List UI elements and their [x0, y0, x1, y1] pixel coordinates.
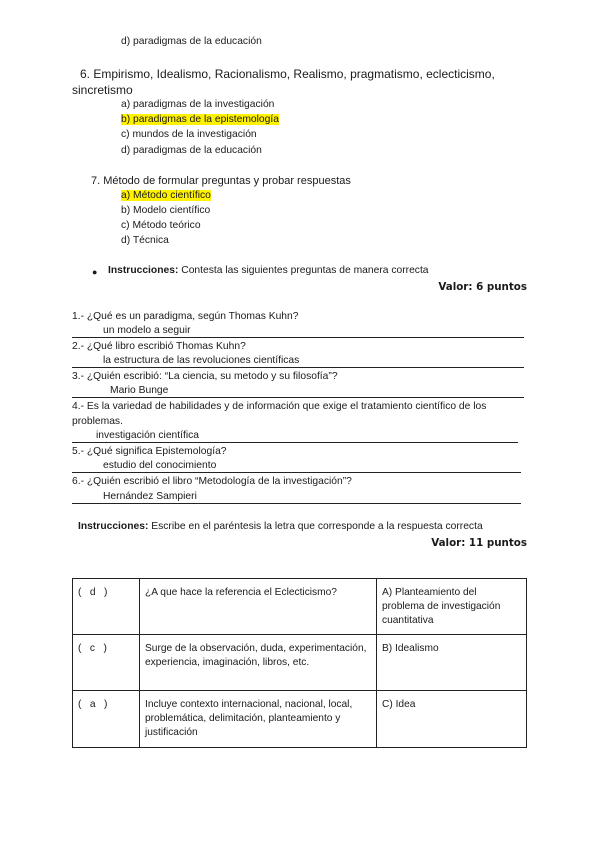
answer-line-4 — [72, 442, 518, 443]
option-cell: A) Planteamiento del problema de investigación cuantitativa — [377, 579, 527, 635]
sa-answer-1: un modelo a seguir — [103, 325, 191, 336]
section1-instructions — [108, 265, 429, 276]
question-cell: Surge de la observación, duda, experimentación, experiencia, imaginación, libros, etc. — [140, 635, 377, 691]
section1-valor: Valor: 6 puntos — [438, 281, 527, 293]
section2-instructions — [78, 521, 483, 532]
option-cell: B) Idealismo — [377, 635, 527, 691]
answer-line-1 — [72, 337, 524, 338]
sa-question-4-line2: problemas. — [72, 416, 123, 427]
section2-valor: Valor: 11 puntos — [431, 537, 527, 549]
matching-table — [72, 578, 527, 748]
answer-line-5 — [72, 472, 521, 473]
sa-answer-3: Mario Bunge — [110, 385, 169, 396]
q7-option-b: b) Modelo científico — [121, 205, 211, 216]
q6-question-line1: 6. Empirismo, Idealismo, Racionalismo, Realismo, pragmatismo, eclecticismo, — [80, 67, 495, 81]
sa-question-3: 3.- ¿Quién escribió: “La ciencia, su metodo y su filosofía”? — [72, 371, 338, 382]
bullet-icon: ● — [92, 267, 98, 277]
sa-answer-6: Hernández Sampieri — [103, 491, 197, 502]
q6-option-d: d) paradigmas de la educación — [121, 145, 262, 156]
answer-paren-cell: ( d ) — [73, 579, 140, 635]
sa-answer-4: investigación científica — [96, 430, 200, 441]
answer-line-3 — [72, 397, 524, 398]
section1-text: Contesta las siguientes preguntas de manera correcta — [181, 265, 429, 276]
sa-question-2: 2.- ¿Qué libro escribió Thomas Kuhn? — [72, 341, 246, 352]
q7-option-c: c) Método teórico — [121, 220, 201, 231]
sa-answer-5: estudio del conocimiento — [103, 460, 217, 471]
sa-question-5: 5.- ¿Qué significa Epistemología? — [72, 446, 227, 457]
section2-text: Escribe en el paréntesis la letra que corresponde a la respuesta correcta — [151, 521, 483, 532]
q7-option-d: d) Técnica — [121, 235, 169, 246]
sa-question-1: 1.- ¿Qué es un paradigma, según Thomas Kuhn? — [72, 311, 299, 322]
q6-option-a: a) paradigmas de la investigación — [121, 99, 275, 110]
option-cell: C) Idea — [377, 691, 527, 748]
q6-question-line2: sincretismo — [72, 83, 133, 97]
sa-question-4: 4.- Es la variedad de habilidades y de información que exige el tratamiento científico de los — [72, 401, 487, 412]
question-cell: Incluye contexto internacional, nacional, local, problemática, delimitación, planteamiento y justificación — [140, 691, 377, 748]
q5-option-d: d) paradigmas de la educación — [121, 36, 262, 47]
answer-paren-cell: ( c ) — [73, 635, 140, 691]
answer-line-6 — [72, 503, 521, 504]
table-row — [73, 635, 527, 691]
section2-label: Instrucciones: — [78, 521, 149, 532]
table-row — [73, 691, 527, 748]
section1-label: Instrucciones: — [108, 265, 179, 276]
answer-line-2 — [72, 367, 524, 368]
q6-option-b-highlighted: b) paradigmas de la epistemología — [121, 114, 279, 125]
table-row — [73, 579, 527, 635]
answer-paren-cell: ( a ) — [73, 691, 140, 748]
sa-question-6: 6.- ¿Quién escribió el libro “Metodología de la investigación”? — [72, 476, 352, 487]
q7-question: 7. Método de formular preguntas y probar respuestas — [91, 175, 351, 187]
sa-answer-2: la estructura de las revoluciones científicas — [103, 355, 300, 366]
question-cell: ¿A que hace la referencia el Eclecticismo? — [140, 579, 377, 635]
q6-option-c: c) mundos de la investigación — [121, 129, 257, 140]
q7-option-a-highlighted: a) Método científico — [121, 190, 211, 201]
